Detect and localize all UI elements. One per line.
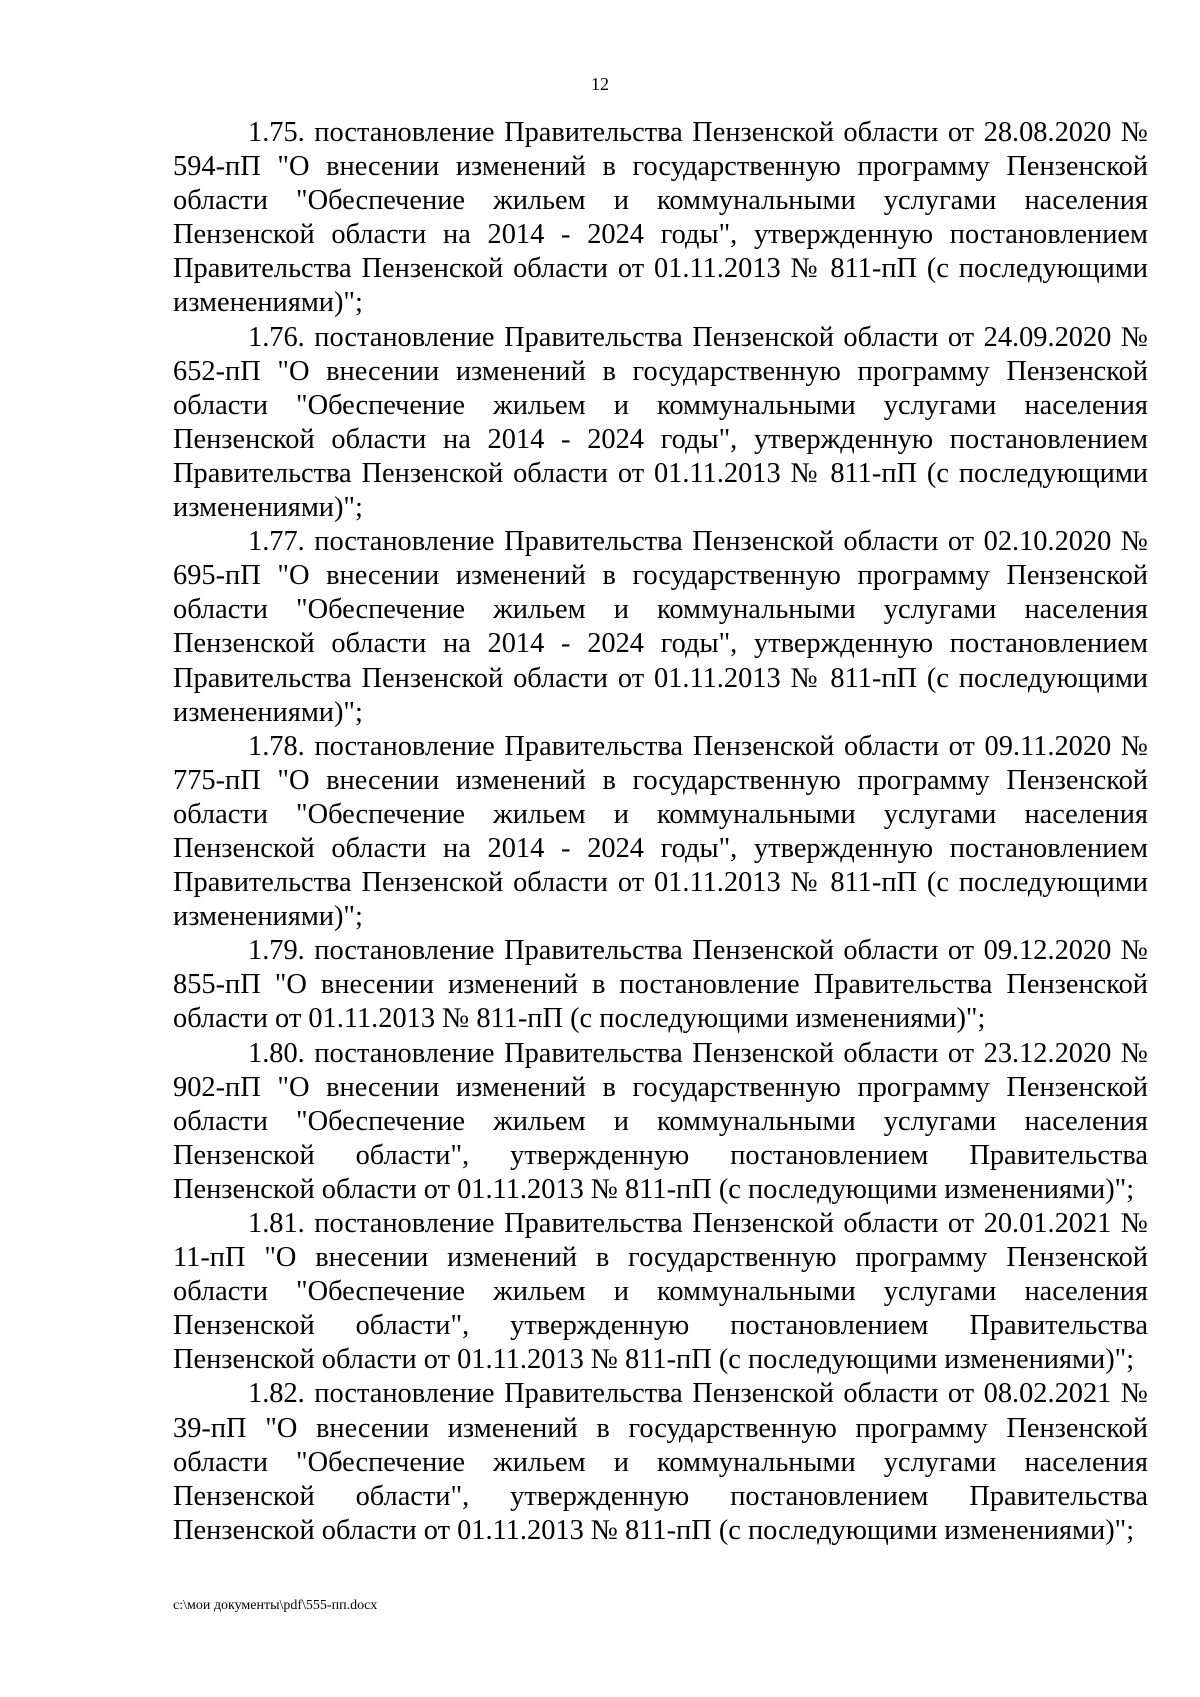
- list-item: 1.81. постановление Правительства Пензенской области от 20.01.2021 № 11-пП "О внесении изменений в государственную программу Пензенской области "Обеспечение жильем и коммунальными услугами населения Пензенской области", утвержденную постановлением Правительства Пензенской области от 01.11.2013 № 811-пП (с последующими изменениями)";: [173, 1208, 1148, 1376]
- list-item: 1.80. постановление Правительства Пензенской области от 23.12.2020 № 902-пП "О внесении изменений в государственную программу Пензенской области "Обеспечение жильем и коммунальными услугами населения Пензенской области", утвержденную постановлением Правительства Пензенской области от 01.11.2013 № 811-пП (с последующими изменениями)";: [173, 1037, 1148, 1205]
- document-body: [173, 116, 1148, 1548]
- list-item: 1.79. постановление Правительства Пензенской области от 09.12.2020 № 855-пП "О внесении изменений в постановление Правительства Пензенской области от 01.11.2013 № 811-пП (с последующими изменениями)";: [173, 935, 1148, 1035]
- list-item: 1.77. постановление Правительства Пензенской области от 02.10.2020 № 695-пП "О внесении изменений в государственную программу Пензенской области "Обеспечение жильем и коммунальными услугами населения Пензенской области на 2014 - 2024 годы", утвержденную постановлением Правительства Пензенской области от 01.11.2013 № 811-пП (с последующими изменениями)";: [173, 526, 1148, 728]
- list-item: 1.78. постановление Правительства Пензенской области от 09.11.2020 № 775-пП "О внесении изменений в государственную программу Пензенской области "Обеспечение жильем и коммунальными услугами населения Пензенской области на 2014 - 2024 годы", утвержденную постановлением Правительства Пензенской области от 01.11.2013 № 811-пП (с последующими изменениями)";: [173, 730, 1148, 933]
- list-item: 1.76. постановление Правительства Пензенской области от 24.09.2020 № 652-пП "О внесении изменений в государственную программу Пензенской области "Обеспечение жильем и коммунальными услугами населения Пензенской области на 2014 - 2024 годы", утвержденную постановлением Правительства Пензенской области от 01.11.2013 № 811-пП (с последующими изменениями)";: [173, 321, 1148, 524]
- list-item: 1.75. постановление Правительства Пензенской области от 28.08.2020 № 594-пП "О внесении изменений в государственную программу Пензенской области "Обеспечение жильем и коммунальными услугами населения Пензенской области на 2014 - 2024 годы", утвержденную постановлением Правительства Пензенской области от 01.11.2013 № 811-пП (с последующими изменениями)";: [173, 117, 1148, 319]
- page-number: 12: [591, 74, 609, 94]
- list-item: 1.82. постановление Правительства Пензенской области от 08.02.2021 № 39-пП "О внесении изменений в государственную программу Пензенской области "Обеспечение жильем и коммунальными услугами населения Пензенской области", утвержденную постановлением Правительства Пензенской области от 01.11.2013 № 811-пП (с последующими изменениями)";: [173, 1378, 1148, 1546]
- footer-file-path: c:\мои документы\pdf\555-пп.docx: [173, 1598, 378, 1613]
